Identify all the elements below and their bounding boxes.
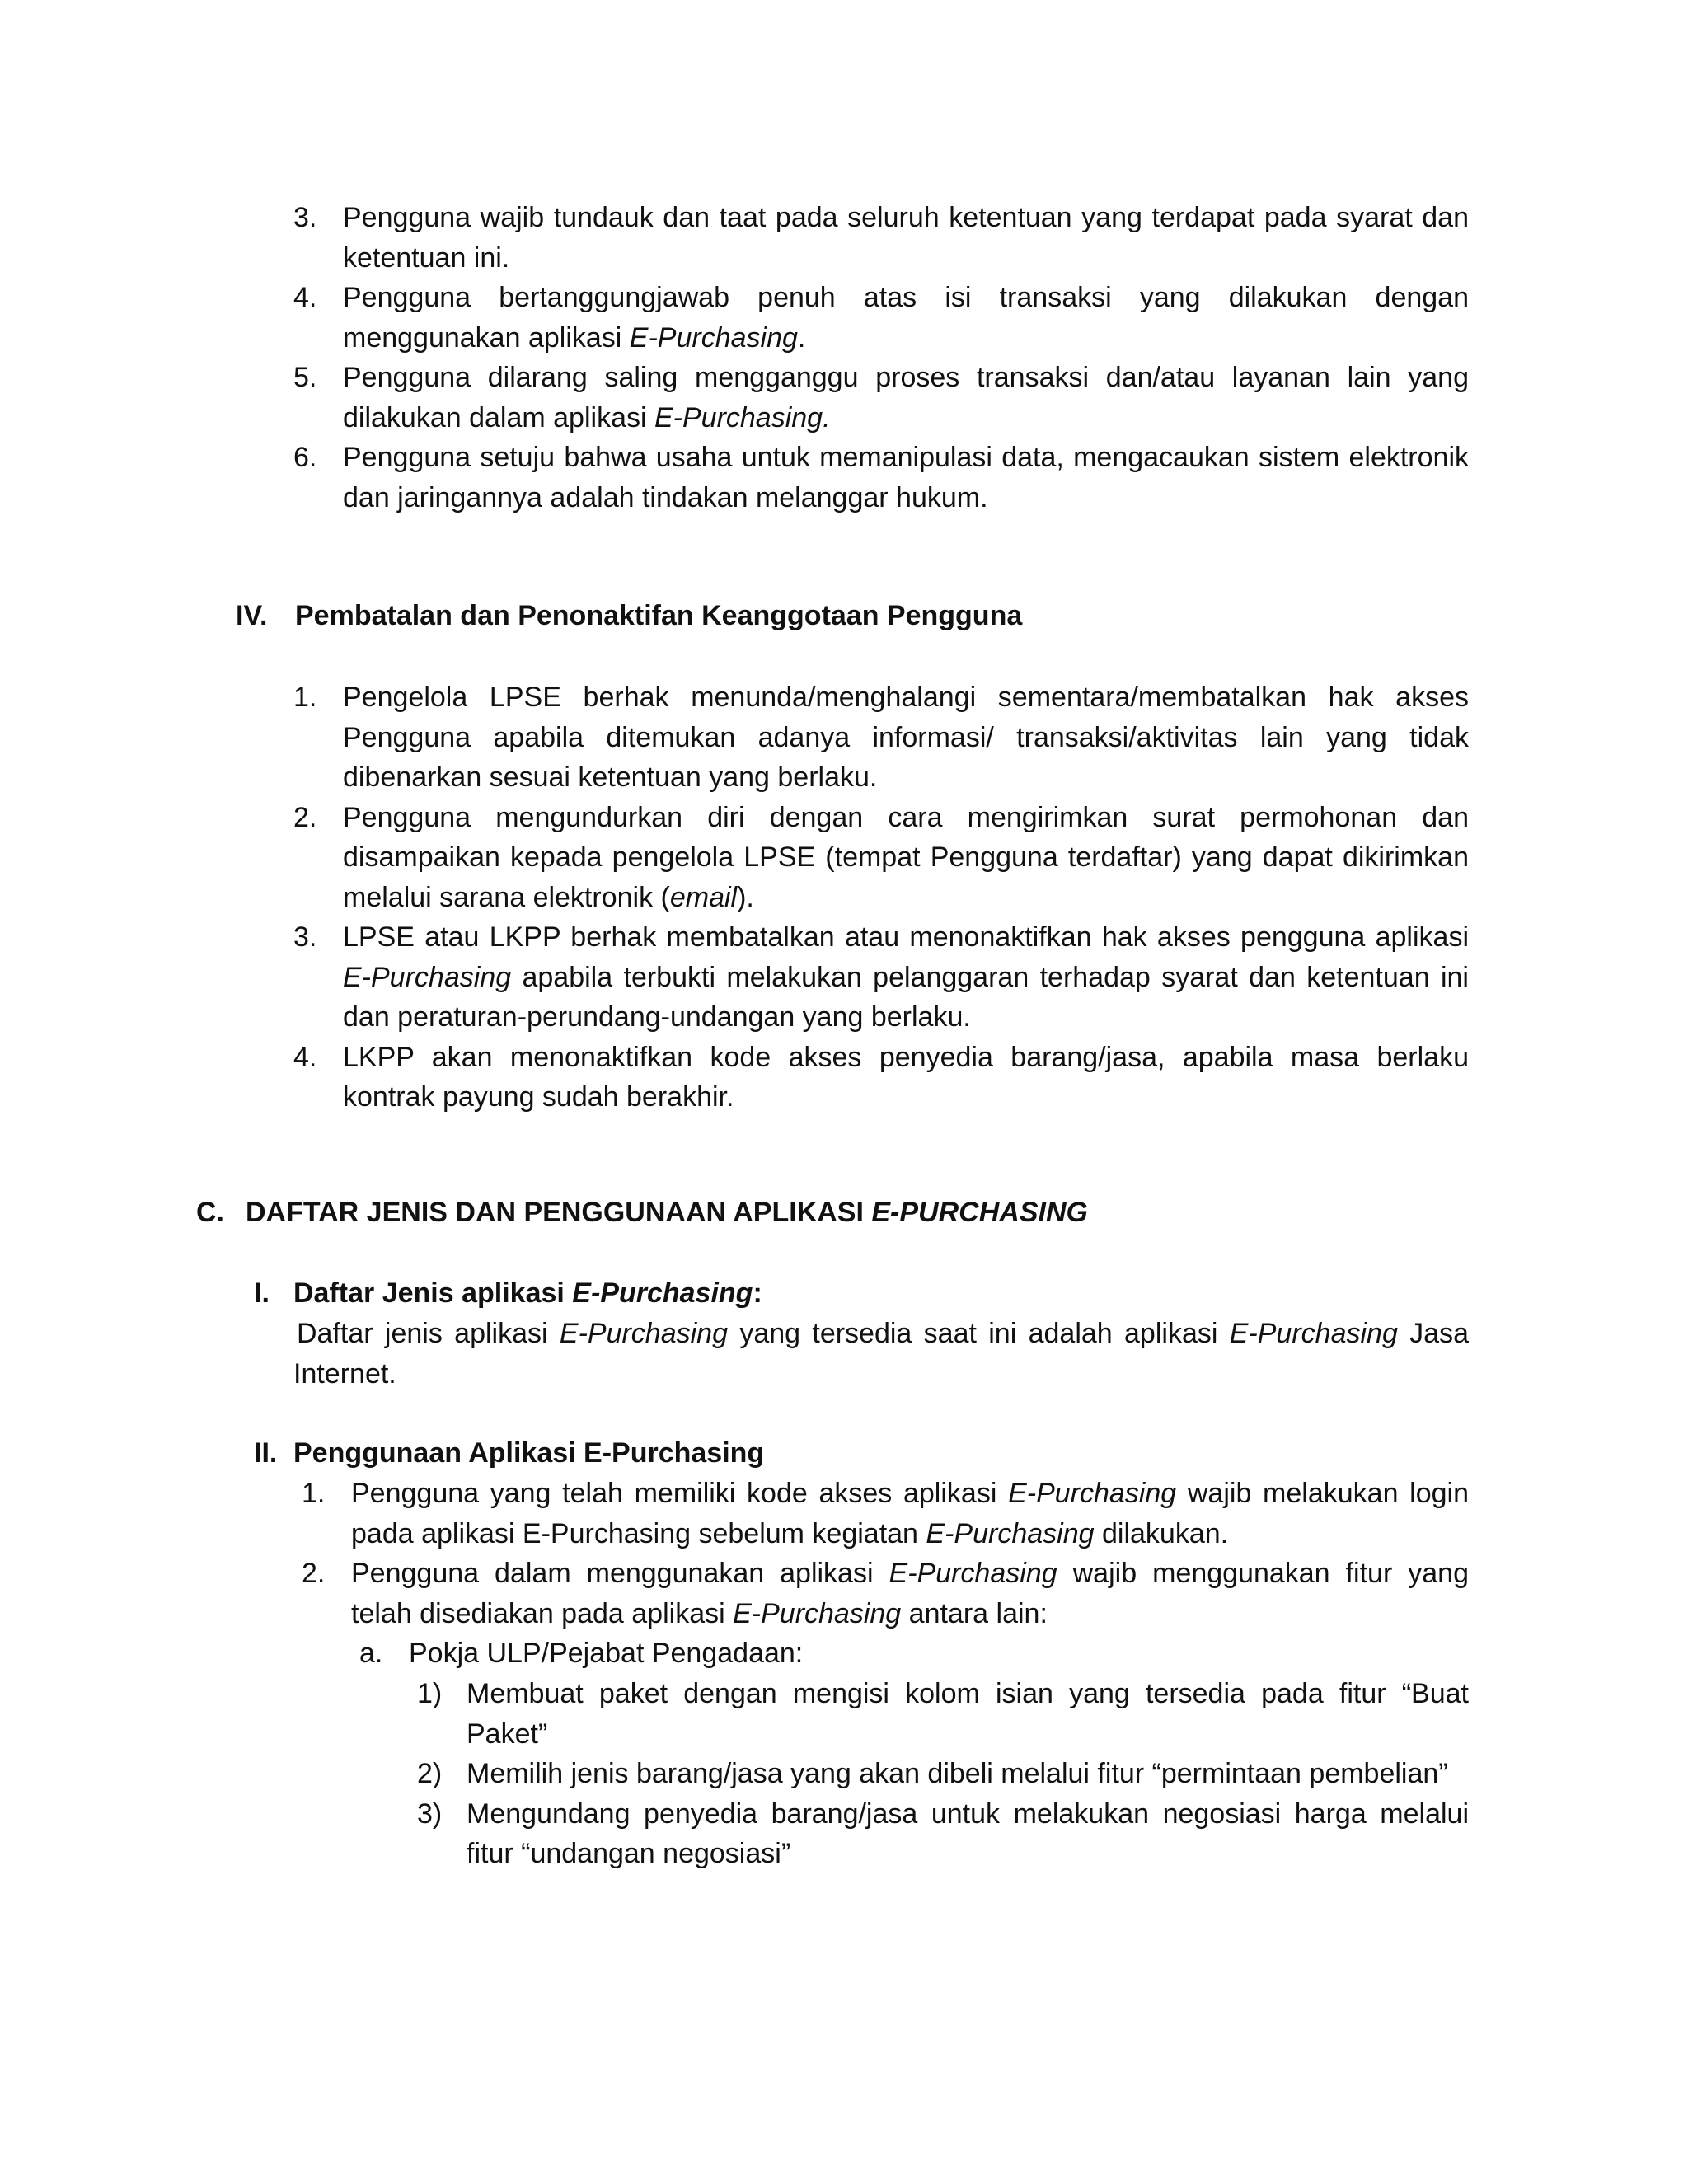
list-item [293, 358, 1469, 438]
item-text: Pengguna wajib tundauk dan taat pada seluruh ketentuan yang terdapat pada syarat dan ketentuan ini. [343, 202, 1469, 274]
item-text: Pokja ULP/Pejabat Pengadaan: [409, 1638, 804, 1669]
subsection-number: II. [254, 1437, 278, 1469]
item-number: 3) [417, 1797, 443, 1830]
list-sub2 [302, 1474, 1470, 1633]
item-number: 4. [293, 282, 317, 313]
item-number: 6. [293, 442, 317, 473]
list-item [293, 278, 1469, 358]
list-item [293, 438, 1469, 518]
item-number: 2. [302, 1558, 326, 1589]
item-text: Memilih jenis barang/jasa yang akan dibeli melalui fitur “permintaan pembelian” [467, 1758, 1448, 1789]
item-number: 1) [417, 1678, 443, 1709]
section-number: IV. [236, 600, 268, 631]
item-text: Pengguna bertanggungjawab penuh atas isi transaksi yang dilakukan dengan menggunakan aplikasi E-Purchasing. [343, 282, 1469, 354]
list-item [293, 677, 1469, 798]
list-b3 [293, 198, 1469, 518]
subsection-title: Penggunaan Aplikasi E-Purchasing [293, 1437, 765, 1469]
item-number: 5. [293, 362, 317, 393]
subsection-i-paragraph: Daftar jenis aplikasi E-Purchasing yang tersedia saat ini adalah aplikasi E-Purchasing Jasa Internet. [293, 1318, 1470, 1390]
item-number: 3. [293, 202, 317, 233]
item-text: Pengguna mengundurkan diri dengan cara mengirimkan surat permohonan dan disampaikan kepada pengelola LPSE (tempat Pengguna terdaftar) yang dapat dikirimkan melalui sarana elektronik (email). [343, 801, 1469, 913]
section-number: C. [196, 1197, 224, 1228]
list-item [417, 1794, 1469, 1874]
list-item [359, 1633, 1469, 1674]
list-item [293, 198, 1469, 278]
item-text: Pengguna dalam menggunakan aplikasi E-Purchasing wajib menggunakan fitur yang telah disediakan pada aplikasi E-Purchasing antara lain: [351, 1558, 1469, 1629]
item-number: 3. [293, 921, 317, 953]
list-iv [293, 677, 1469, 1118]
list-sub-a [417, 1674, 1469, 1874]
subsection-number: I. [254, 1277, 270, 1309]
item-number: 4. [293, 1041, 317, 1073]
item-number: 1. [302, 1478, 326, 1509]
item-number: 2. [293, 801, 317, 833]
item-letter: a. [359, 1638, 383, 1669]
item-text: LPSE atau LKPP berhak membatalkan atau menonaktifkan hak akses pengguna aplikasi E-Purchasing apabila terbukti melakukan pelanggaran terhadap syarat dan ketentuan ini dan peraturan-perundang-undangan yang berlaku. [343, 921, 1469, 1033]
list-item [293, 798, 1469, 918]
item-text: LKPP akan menonaktifkan kode akses penyedia barang/jasa, apabila masa berlaku kontrak payung sudah berakhir. [343, 1041, 1469, 1113]
item-text: Pengelola LPSE berhak menunda/menghalangi sementara/membatalkan hak akses Pengguna apabila ditemukan adanya informasi/ transaksi/aktivitas lain yang tidak dibenarkan sesuai ketentuan yang berlaku. [343, 682, 1469, 793]
list-sub-a-heading [359, 1633, 1469, 1674]
item-text: Mengundang penyedia barang/jasa untuk melakukan negosiasi harga melalui fitur “undangan negosiasi” [467, 1797, 1469, 1869]
section-title: DAFTAR JENIS DAN PENGGUNAAN APLIKASI E-PURCHASING [246, 1197, 1088, 1228]
item-number: 2) [417, 1758, 443, 1789]
list-item [302, 1474, 1470, 1554]
item-text: Pengguna setuju bahwa usaha untuk memanipulasi data, mengacaukan sistem elektronik dan jaringannya adalah tindakan melanggar hukum. [343, 442, 1469, 513]
list-item [417, 1754, 1469, 1794]
item-text: Membuat paket dengan mengisi kolom isian yang tersedia pada fitur “Buat Paket” [467, 1678, 1469, 1750]
item-text: Pengguna yang telah memiliki kode akses aplikasi E-Purchasing wajib melakukan login pada aplikasi E-Purchasing sebelum kegiatan E-Purchasing dilakukan. [351, 1478, 1470, 1549]
list-item [302, 1554, 1469, 1633]
subsection-title: Daftar Jenis aplikasi E-Purchasing: [293, 1277, 762, 1309]
section-title: Pembatalan dan Penonaktifan Keanggotaan Pengguna [295, 600, 1023, 631]
item-text: Pengguna dilarang saling mengganggu proses transaksi dan/atau layanan lain yang dilakukan dalam aplikasi E-Purchasing. [343, 362, 1469, 434]
item-number: 1. [293, 682, 317, 713]
list-item [417, 1674, 1469, 1754]
list-item [293, 1038, 1469, 1118]
list-item [293, 917, 1469, 1038]
